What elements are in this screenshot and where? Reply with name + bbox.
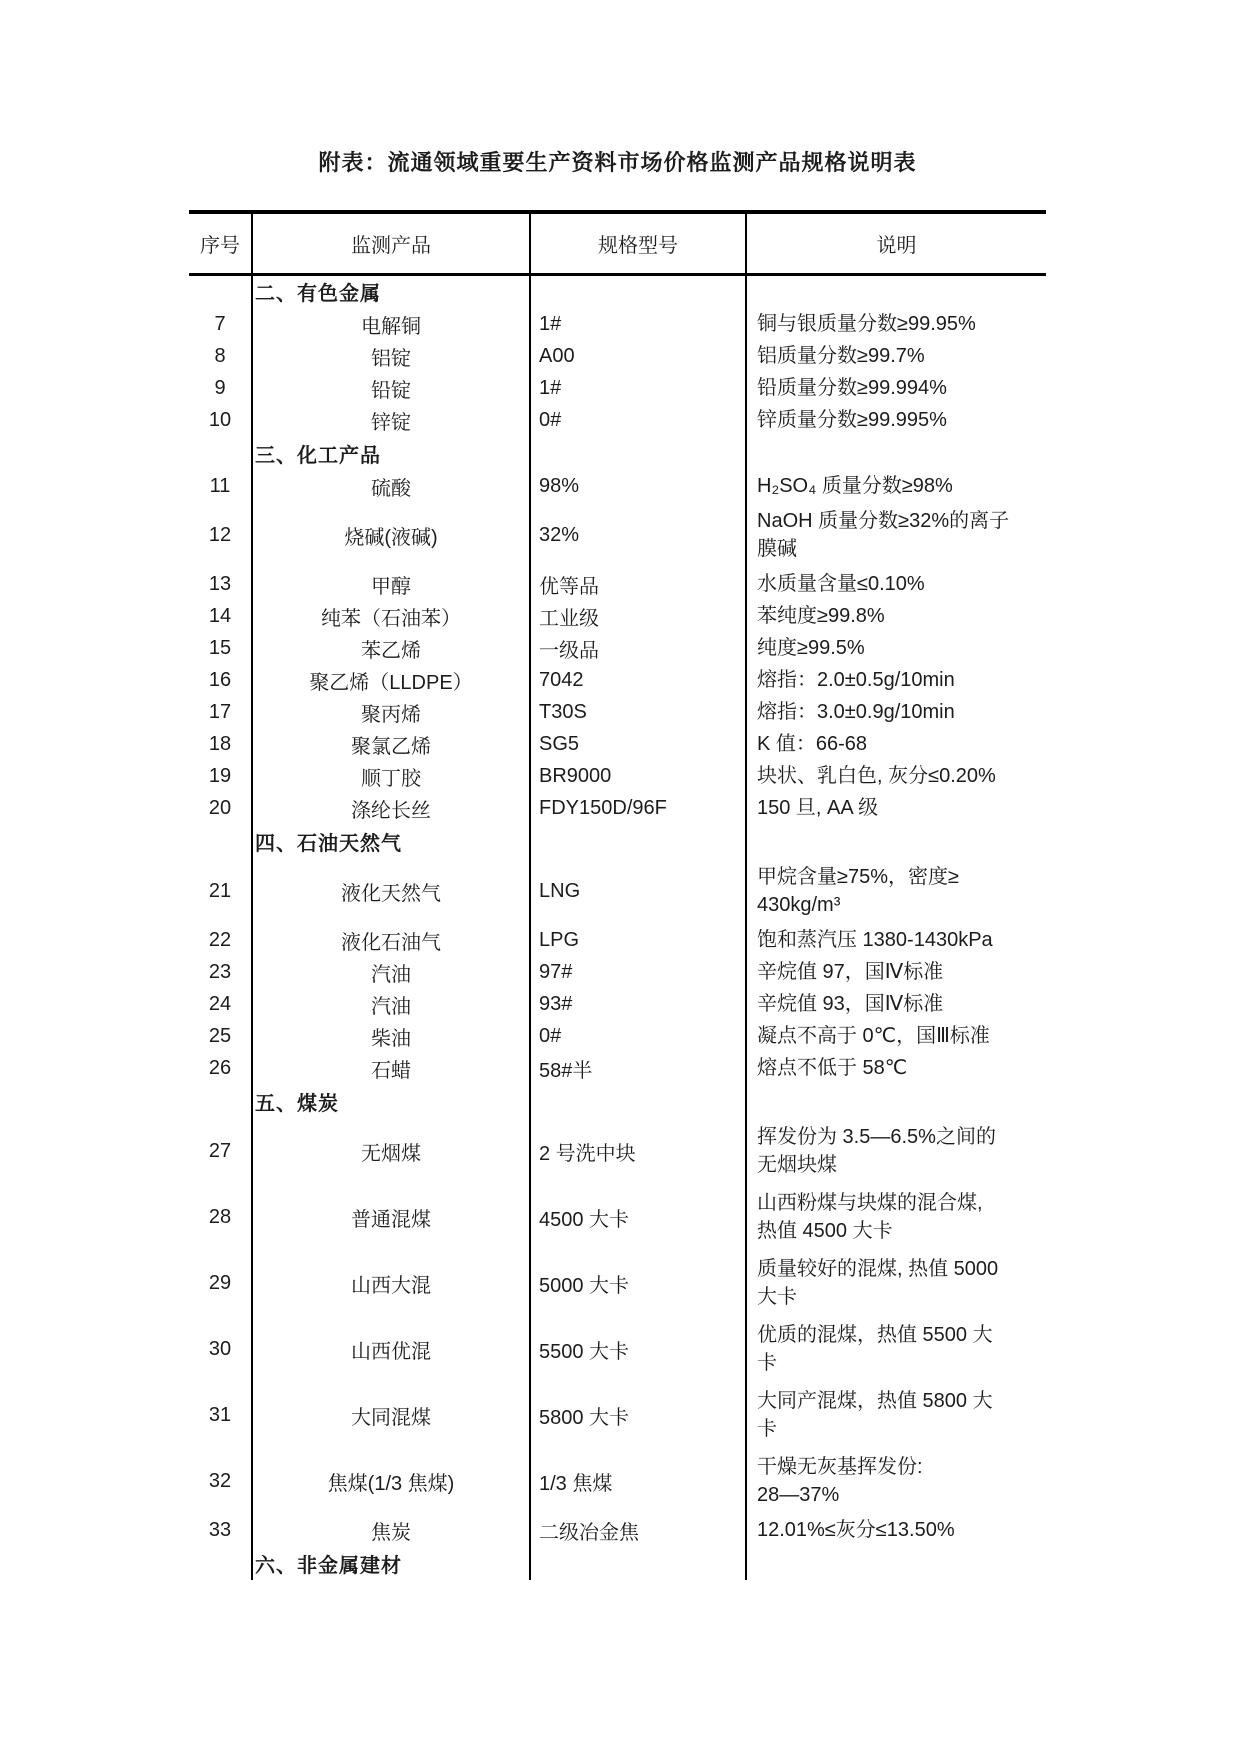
desc-cell — [746, 308, 1046, 340]
table-row — [189, 632, 1046, 664]
product-cell: 焦炭 — [252, 1514, 530, 1546]
table-row — [189, 1448, 1046, 1514]
desc-cell — [746, 760, 1046, 792]
section-row — [189, 1546, 1046, 1580]
desc-line: 饱和蒸汽压 1380-1430kPa — [757, 929, 993, 951]
desc-cell — [746, 1118, 1046, 1184]
desc-cell — [746, 1448, 1046, 1514]
spec-cell: 5500 大卡 — [530, 1316, 746, 1382]
desc-line: 铜与银质量分数≥99.95% — [757, 313, 976, 335]
desc-cell — [746, 988, 1046, 1020]
product-cell: 烧碱(液碱) — [252, 502, 530, 568]
section-row — [189, 274, 1046, 308]
spec-cell: 0# — [530, 404, 746, 436]
desc-cell — [746, 1052, 1046, 1084]
product-cell: 石蜡 — [252, 1052, 530, 1084]
product-cell: 山西大混 — [252, 1250, 530, 1316]
table-row — [189, 1020, 1046, 1052]
desc-cell — [746, 1514, 1046, 1546]
table-row — [189, 308, 1046, 340]
row-number-cell: 11 — [189, 470, 252, 502]
spec-table — [189, 210, 1046, 1580]
desc-line: K 值：66-68 — [757, 733, 868, 755]
col-header-no: 序号 — [189, 212, 252, 274]
section-label: 四、石油天然气 — [252, 824, 530, 858]
desc-line: 优质的混煤，热值 5500 大 — [757, 1324, 993, 1346]
product-cell: 汽油 — [252, 988, 530, 1020]
spec-cell: 97# — [530, 956, 746, 988]
row-number-cell: 8 — [189, 340, 252, 372]
product-cell: 无烟煤 — [252, 1118, 530, 1184]
table-row — [189, 1382, 1046, 1448]
row-number-cell: 30 — [189, 1316, 252, 1382]
table-row — [189, 728, 1046, 760]
spec-cell: T30S — [530, 696, 746, 728]
table-row — [189, 858, 1046, 924]
desc-cell — [746, 632, 1046, 664]
product-cell: 铅锭 — [252, 372, 530, 404]
desc-cell — [746, 1546, 1046, 1580]
section-label: 二、有色金属 — [252, 274, 530, 308]
desc-cell — [746, 600, 1046, 632]
table-row — [189, 568, 1046, 600]
desc-cell — [746, 502, 1046, 568]
spec-cell: 0# — [530, 1020, 746, 1052]
desc-line: 大同产混煤，热值 5800 大 — [757, 1390, 993, 1412]
spec-cell: 98% — [530, 470, 746, 502]
desc-line: 纯度≥99.5% — [757, 637, 865, 659]
desc-cell — [746, 1250, 1046, 1316]
row-number-cell: 32 — [189, 1448, 252, 1514]
row-number-cell: 7 — [189, 308, 252, 340]
desc-line: 熔指：3.0±0.9g/10min — [757, 701, 955, 723]
row-number-cell: 21 — [189, 858, 252, 924]
row-number-cell: 16 — [189, 664, 252, 696]
table-row — [189, 1052, 1046, 1084]
row-number-cell: 14 — [189, 600, 252, 632]
product-cell: 山西优混 — [252, 1316, 530, 1382]
desc-line: 甲烷含量≥75%，密度≥ — [757, 866, 959, 888]
product-cell: 涤纶长丝 — [252, 792, 530, 824]
desc-cell — [746, 664, 1046, 696]
spec-cell — [530, 1084, 746, 1118]
product-cell: 液化石油气 — [252, 924, 530, 956]
spec-cell: FDY150D/96F — [530, 792, 746, 824]
section-label: 六、非金属建材 — [252, 1546, 530, 1580]
table-row — [189, 956, 1046, 988]
desc-cell — [746, 728, 1046, 760]
section-label: 三、化工产品 — [252, 436, 530, 470]
row-number-cell: 10 — [189, 404, 252, 436]
desc-line: 热值 4500 大卡 — [757, 1220, 893, 1242]
row-number-cell: 17 — [189, 696, 252, 728]
table-row — [189, 1316, 1046, 1382]
desc-line: 150 旦, AA 级 — [757, 797, 879, 819]
table-row — [189, 502, 1046, 568]
row-number-cell: 23 — [189, 956, 252, 988]
table-row — [189, 696, 1046, 728]
row-number-cell: 20 — [189, 792, 252, 824]
spec-cell: 58#半 — [530, 1052, 746, 1084]
table-row — [189, 372, 1046, 404]
desc-line: NaOH 质量分数≥32%的离子 — [757, 510, 1010, 532]
spec-cell: 工业级 — [530, 600, 746, 632]
desc-line: 质量较好的混煤, 热值 5000 — [757, 1258, 999, 1280]
desc-cell — [746, 1316, 1046, 1382]
product-cell: 大同混煤 — [252, 1382, 530, 1448]
table-row — [189, 340, 1046, 372]
desc-cell — [746, 436, 1046, 470]
row-number-cell: 22 — [189, 924, 252, 956]
spec-cell — [530, 824, 746, 858]
desc-line: 干燥无灰基挥发份: — [757, 1456, 923, 1478]
table-header-row — [189, 212, 1046, 274]
product-cell: 电解铜 — [252, 308, 530, 340]
row-number-cell: 28 — [189, 1184, 252, 1250]
product-cell: 液化天然气 — [252, 858, 530, 924]
spec-cell: 7042 — [530, 664, 746, 696]
product-cell: 铝锭 — [252, 340, 530, 372]
row-number-cell — [189, 1546, 252, 1580]
table-body — [189, 274, 1046, 1580]
desc-cell — [746, 1084, 1046, 1118]
table-row — [189, 470, 1046, 502]
page-title: 附表：流通领域重要生产资料市场价格监测产品规格说明表 — [318, 150, 917, 175]
product-cell: 苯乙烯 — [252, 632, 530, 664]
row-number-cell: 27 — [189, 1118, 252, 1184]
spec-cell: LNG — [530, 858, 746, 924]
row-number-cell: 15 — [189, 632, 252, 664]
desc-line: 28—37% — [757, 1484, 840, 1506]
product-cell: 普通混煤 — [252, 1184, 530, 1250]
desc-cell — [746, 470, 1046, 502]
spec-cell: BR9000 — [530, 760, 746, 792]
section-row — [189, 436, 1046, 470]
row-number-cell: 26 — [189, 1052, 252, 1084]
spec-cell: 1# — [530, 308, 746, 340]
section-row — [189, 1084, 1046, 1118]
desc-cell — [746, 340, 1046, 372]
table-row — [189, 600, 1046, 632]
spec-cell: 4500 大卡 — [530, 1184, 746, 1250]
desc-line: 铝质量分数≥99.7% — [757, 345, 925, 367]
spec-cell: 5000 大卡 — [530, 1250, 746, 1316]
desc-line: 苯纯度≥99.8% — [757, 605, 885, 627]
section-row — [189, 824, 1046, 858]
spec-cell — [530, 436, 746, 470]
product-cell: 顺丁胶 — [252, 760, 530, 792]
table-row — [189, 760, 1046, 792]
spec-cell: 93# — [530, 988, 746, 1020]
product-cell: 纯苯（石油苯） — [252, 600, 530, 632]
desc-line: 辛烷值 97，国Ⅳ标准 — [757, 961, 944, 983]
desc-cell — [746, 274, 1046, 308]
desc-line: 山西粉煤与块煤的混合煤, — [757, 1192, 983, 1214]
row-number-cell: 29 — [189, 1250, 252, 1316]
desc-line: 卡 — [757, 1418, 777, 1440]
product-cell: 硫酸 — [252, 470, 530, 502]
spec-cell: 1/3 焦煤 — [530, 1448, 746, 1514]
table-row — [189, 988, 1046, 1020]
spec-cell — [530, 274, 746, 308]
row-number-cell — [189, 1084, 252, 1118]
desc-line: 熔点不低于 58℃ — [757, 1057, 908, 1079]
desc-cell — [746, 1020, 1046, 1052]
spec-cell: 32% — [530, 502, 746, 568]
row-number-cell: 33 — [189, 1514, 252, 1546]
section-label: 五、煤炭 — [252, 1084, 530, 1118]
row-number-cell: 31 — [189, 1382, 252, 1448]
desc-cell — [746, 824, 1046, 858]
desc-cell — [746, 696, 1046, 728]
spec-cell: SG5 — [530, 728, 746, 760]
table-row — [189, 924, 1046, 956]
spec-cell: 5800 大卡 — [530, 1382, 746, 1448]
row-number-cell: 18 — [189, 728, 252, 760]
desc-line: 辛烷值 93，国Ⅳ标准 — [757, 993, 944, 1015]
row-number-cell: 24 — [189, 988, 252, 1020]
desc-line: 卡 — [757, 1352, 777, 1374]
row-number-cell — [189, 436, 252, 470]
desc-line: 无烟块煤 — [757, 1154, 837, 1176]
desc-line: 锌质量分数≥99.995% — [757, 409, 947, 431]
desc-line: 块状、乳白色, 灰分≤0.20% — [757, 765, 996, 787]
desc-line: 水质量含量≤0.10% — [757, 573, 925, 595]
row-number-cell: 9 — [189, 372, 252, 404]
desc-line: 膜碱 — [757, 538, 797, 560]
table-row — [189, 1118, 1046, 1184]
col-header-product: 监测产品 — [252, 212, 530, 274]
spec-cell — [530, 1546, 746, 1580]
row-number-cell: 13 — [189, 568, 252, 600]
spec-cell: 1# — [530, 372, 746, 404]
desc-line: H₂SO₄ 质量分数≥98% — [757, 475, 953, 497]
table-row — [189, 1250, 1046, 1316]
product-cell: 聚丙烯 — [252, 696, 530, 728]
desc-cell — [746, 568, 1046, 600]
desc-cell — [746, 1382, 1046, 1448]
col-header-desc: 说明 — [746, 212, 1046, 274]
desc-line: 凝点不高于 0℃，国Ⅲ标准 — [757, 1025, 990, 1047]
desc-cell — [746, 1184, 1046, 1250]
row-number-cell — [189, 274, 252, 308]
row-number-cell: 19 — [189, 760, 252, 792]
desc-line: 430kg/m³ — [757, 894, 841, 916]
desc-line: 大卡 — [757, 1286, 797, 1308]
desc-line: 铅质量分数≥99.994% — [757, 377, 947, 399]
spec-cell: 优等品 — [530, 568, 746, 600]
spec-cell: 一级品 — [530, 632, 746, 664]
row-number-cell — [189, 824, 252, 858]
desc-cell — [746, 858, 1046, 924]
product-cell: 锌锭 — [252, 404, 530, 436]
product-cell: 甲醇 — [252, 568, 530, 600]
desc-line: 12.01%≤灰分≤13.50% — [757, 1519, 955, 1541]
table-row — [189, 1514, 1046, 1546]
spec-cell: 2 号洗中块 — [530, 1118, 746, 1184]
desc-cell — [746, 924, 1046, 956]
spec-cell: A00 — [530, 340, 746, 372]
product-cell: 柴油 — [252, 1020, 530, 1052]
table-row — [189, 792, 1046, 824]
desc-cell — [746, 956, 1046, 988]
desc-line: 挥发份为 3.5—6.5%之间的 — [757, 1126, 996, 1148]
desc-cell — [746, 792, 1046, 824]
col-header-spec: 规格型号 — [530, 212, 746, 274]
table-row — [189, 404, 1046, 436]
product-cell: 汽油 — [252, 956, 530, 988]
desc-cell — [746, 404, 1046, 436]
row-number-cell: 12 — [189, 502, 252, 568]
spec-cell: LPG — [530, 924, 746, 956]
table-row — [189, 664, 1046, 696]
table-row — [189, 1184, 1046, 1250]
row-number-cell: 25 — [189, 1020, 252, 1052]
desc-line: 熔指：2.0±0.5g/10min — [757, 669, 955, 691]
spec-cell: 二级冶金焦 — [530, 1514, 746, 1546]
product-cell: 焦煤(1/3 焦煤) — [252, 1448, 530, 1514]
desc-cell — [746, 372, 1046, 404]
product-cell: 聚氯乙烯 — [252, 728, 530, 760]
product-cell: 聚乙烯（LLDPE） — [252, 664, 530, 696]
